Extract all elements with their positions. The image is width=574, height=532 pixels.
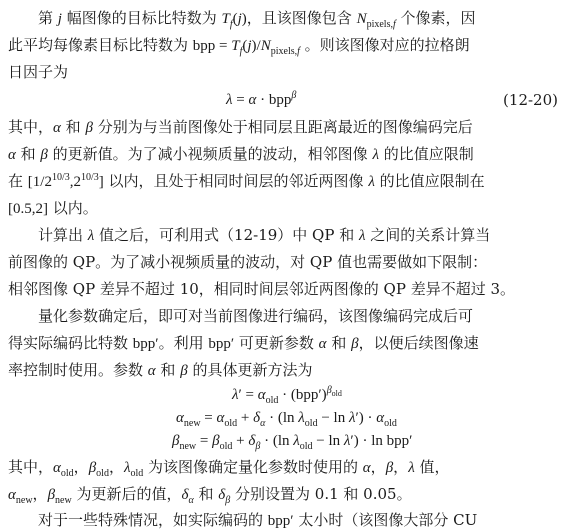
paragraph-line-13: 率控制时使用。参数 α 和 β 的具体更新方法为 (8, 361, 313, 379)
paragraph-line-6: 在 $[1/2^{10/3},2^{10/3}]$ 以内，且处于相同时间层的邻近两图像 λ 的比值应限制在 (8, 172, 485, 190)
equation-lambda: λ = α · bpp$^\beta$ (226, 90, 297, 108)
paragraph-line-2: 此平均每像素目标比特数为 bpp = $T_f(j)/N_{pixels,f}$ 。则该图像对应的拉格朗 (8, 36, 470, 57)
equation-number: (12-20) (503, 91, 558, 109)
paragraph-line-14: 其中，$\alpha_{old}$，$\beta_{old}$，$\lambda_{old}$ 为该图像确定量化参数时使用的 α，β，λ 值， (8, 458, 450, 479)
paragraph-line-15: $\alpha_{new}$，$\beta_{new}$ 为更新后的值，$\delta_\alpha$ 和 $\delta_\beta$ 分别设置为 0.1 和 0.05。 (8, 485, 412, 506)
paragraph-line-1: 第 j 幅图像的目标比特数为 $T_f(j)$，且该图像包含 $N_{pixels,f}$ 个像素，因 (38, 9, 476, 30)
paragraph-line-12: 得实际编码比特数 bpp′。利用 bpp′ 可更新参数 α 和 β，以便后续图像速 (8, 334, 479, 352)
equation-lambda-prime: $\lambda' = \alpha_{old} \cdot (bpp')^{\beta_{old}}$ (232, 385, 342, 406)
paragraph-line-10: 相邻图像 QP 差异不超过 10，相同时间层邻近两图像的 QP 差异不超过 3。 (8, 280, 516, 298)
paragraph-line-11: 量化参数确定后，即可对当前图像进行编码，该图像编码完成后可 (38, 307, 474, 325)
paragraph-line-8: 计算出 λ 值之后，可利用式（12-19）中 QP 和 λ 之间的关系计算当 (38, 226, 491, 244)
equation-alpha-new: $\alpha_{new} = \alpha_{old} + \delta_\alpha \cdot (\ln$ $\lambda_{old} - \ln \lambda') \cdot \alpha_{old}$ (176, 410, 397, 429)
paragraph-line-9: 前图像的 QP。为了减小视频质量的波动，对 QP 值也需要做如下限制： (8, 253, 488, 271)
equation-beta-new: $\beta_{new} = \beta_{old} + \delta_\beta \cdot (\ln$ $\lambda_{old} - \ln \lambda') \cdot \ln bpp'$ (172, 433, 413, 452)
paragraph-line-3: 日因子为 (8, 63, 69, 81)
paragraph-line-4: 其中，α 和 β 分别为与当前图像处于相同层且距离最近的图像编码完后 (8, 118, 473, 136)
paragraph-line-5: α 和 β 的更新值。为了减小视频质量的波动，相邻图像 λ 的比值应限制 (8, 145, 474, 163)
paragraph-line-16: 对于一些特殊情况，如实际编码的 bpp′ 太小时（该图像大部分 CU (38, 511, 478, 529)
paragraph-line-7: [0.5,2] 以内。 (8, 199, 98, 217)
